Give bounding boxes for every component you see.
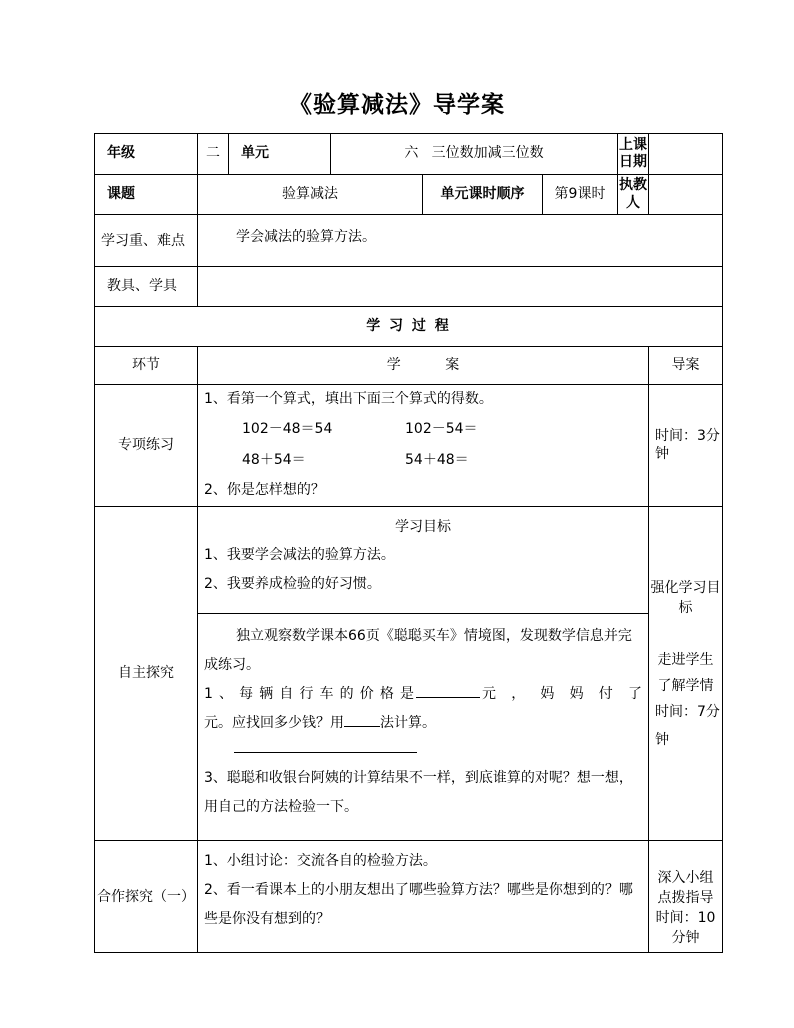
coop-q2: 2、看一看课本上的小朋友想出了哪些验算方法？哪些是你想到的？哪些是你没有想到的？ (204, 882, 633, 927)
exercise-intro: 独立观察数学课本66页《聪聪买车》情境图，发现数学信息并完成练习。 (204, 628, 632, 673)
exercise-q1-line1 (198, 680, 648, 709)
answer-line[interactable] (234, 752, 417, 753)
practice-q1: 1、看第一个算式，填出下面三个算式的得数。 (204, 390, 493, 407)
equation-2: 102－54＝ (405, 420, 478, 437)
unit-value: 六 三位数加减三位数 (331, 134, 618, 175)
header-row-1 (95, 134, 723, 175)
exercise-q1-part1: 1、每辆自行车的价格是 (204, 686, 414, 702)
coop-content (198, 841, 649, 953)
grade-value: 二 (198, 134, 229, 175)
self-explore-content (198, 507, 649, 841)
practice-stage: 专项练习 (95, 385, 198, 507)
col-guide-header: 导案 (649, 347, 723, 385)
guide-time: 时间：7分钟 (655, 703, 720, 748)
equation-3: 48＋54＝ (242, 451, 306, 468)
exercise-block (198, 613, 648, 822)
exercise-q3: 3、聪聪和收银台阿姨的计算结果不一样，到底谁算的对呢？想一想，用自己的方法检验一下。 (204, 770, 633, 815)
focus-row (95, 215, 723, 267)
order-value: 第9课时 (543, 175, 618, 215)
date-value (649, 134, 723, 175)
col-stage-header: 环节 (95, 347, 198, 385)
grade-label: 年级 (95, 134, 198, 175)
date-label: 上课日期 (618, 134, 649, 175)
tools-label: 教具、学具 (95, 267, 198, 307)
answer-line-row (198, 738, 648, 764)
guide-goal: 强化学习目标 (650, 579, 721, 616)
goal-2: 2、我要养成检验的好习惯。 (204, 576, 381, 592)
tools-row (95, 267, 723, 307)
goals-block (198, 507, 648, 613)
header-row-2 (95, 175, 723, 215)
process-columns-row (95, 347, 723, 385)
equation-row-2 (198, 445, 648, 476)
practice-q2: 2、你是怎样想的？ (204, 481, 325, 498)
process-heading-row (95, 307, 723, 347)
process-heading: 学 习 过 程 (95, 307, 723, 347)
coop-guide-3: 时间：10分钟 (655, 910, 716, 946)
goal-1: 1、我要学会减法的验算方法。 (204, 547, 395, 563)
coop-stage: 合作探究（一） (95, 841, 198, 953)
exercise-q1-part2: 元，妈妈付了 (482, 686, 643, 702)
exercise-q1-part4: 法计算。 (380, 715, 436, 731)
topic-label: 课题 (95, 175, 198, 215)
practice-content (198, 385, 649, 507)
coop-q1: 1、小组讨论：交流各自的检验方法。 (204, 853, 437, 869)
teacher-value (649, 175, 723, 215)
equation-4: 54＋48＝ (405, 451, 469, 468)
teacher-label: 执教人 (618, 175, 649, 215)
practice-row (95, 385, 723, 507)
method-blank[interactable] (344, 726, 380, 727)
coop-guide-1: 深入小组 (657, 870, 714, 886)
coop-row (95, 841, 723, 953)
focus-value: 学会减法的验算方法。 (198, 215, 723, 267)
page-title: 《验算减法》导学案 (289, 91, 505, 118)
col-plan-header: 学 案 (198, 347, 649, 385)
topic-value: 验算减法 (198, 175, 423, 215)
exercise-q1-line2 (198, 709, 648, 738)
coop-guide-2: 点拨指导 (657, 890, 714, 906)
equation-1: 102－48＝54 (242, 420, 333, 437)
focus-label: 学习重、难点 (95, 215, 198, 267)
goals-title: 学习目标 (395, 519, 451, 535)
practice-guide: 时间：3分钟 (649, 385, 723, 507)
self-explore-stage: 自主探究 (95, 507, 198, 841)
guide-situation: 了解学情 (657, 677, 714, 694)
unit-label: 单元 (229, 134, 331, 175)
guide-student: 走进学生 (657, 651, 714, 668)
self-explore-row (95, 507, 723, 841)
lesson-plan-table (94, 133, 723, 953)
price-blank[interactable] (416, 697, 480, 698)
coop-guide (649, 841, 723, 953)
self-explore-guide (649, 507, 723, 841)
exercise-q1-part3: 元。应找回多少钱？用 (204, 715, 344, 731)
order-label: 单元课时顺序 (423, 175, 543, 215)
equation-row-1 (198, 414, 648, 445)
tools-value (198, 267, 723, 307)
